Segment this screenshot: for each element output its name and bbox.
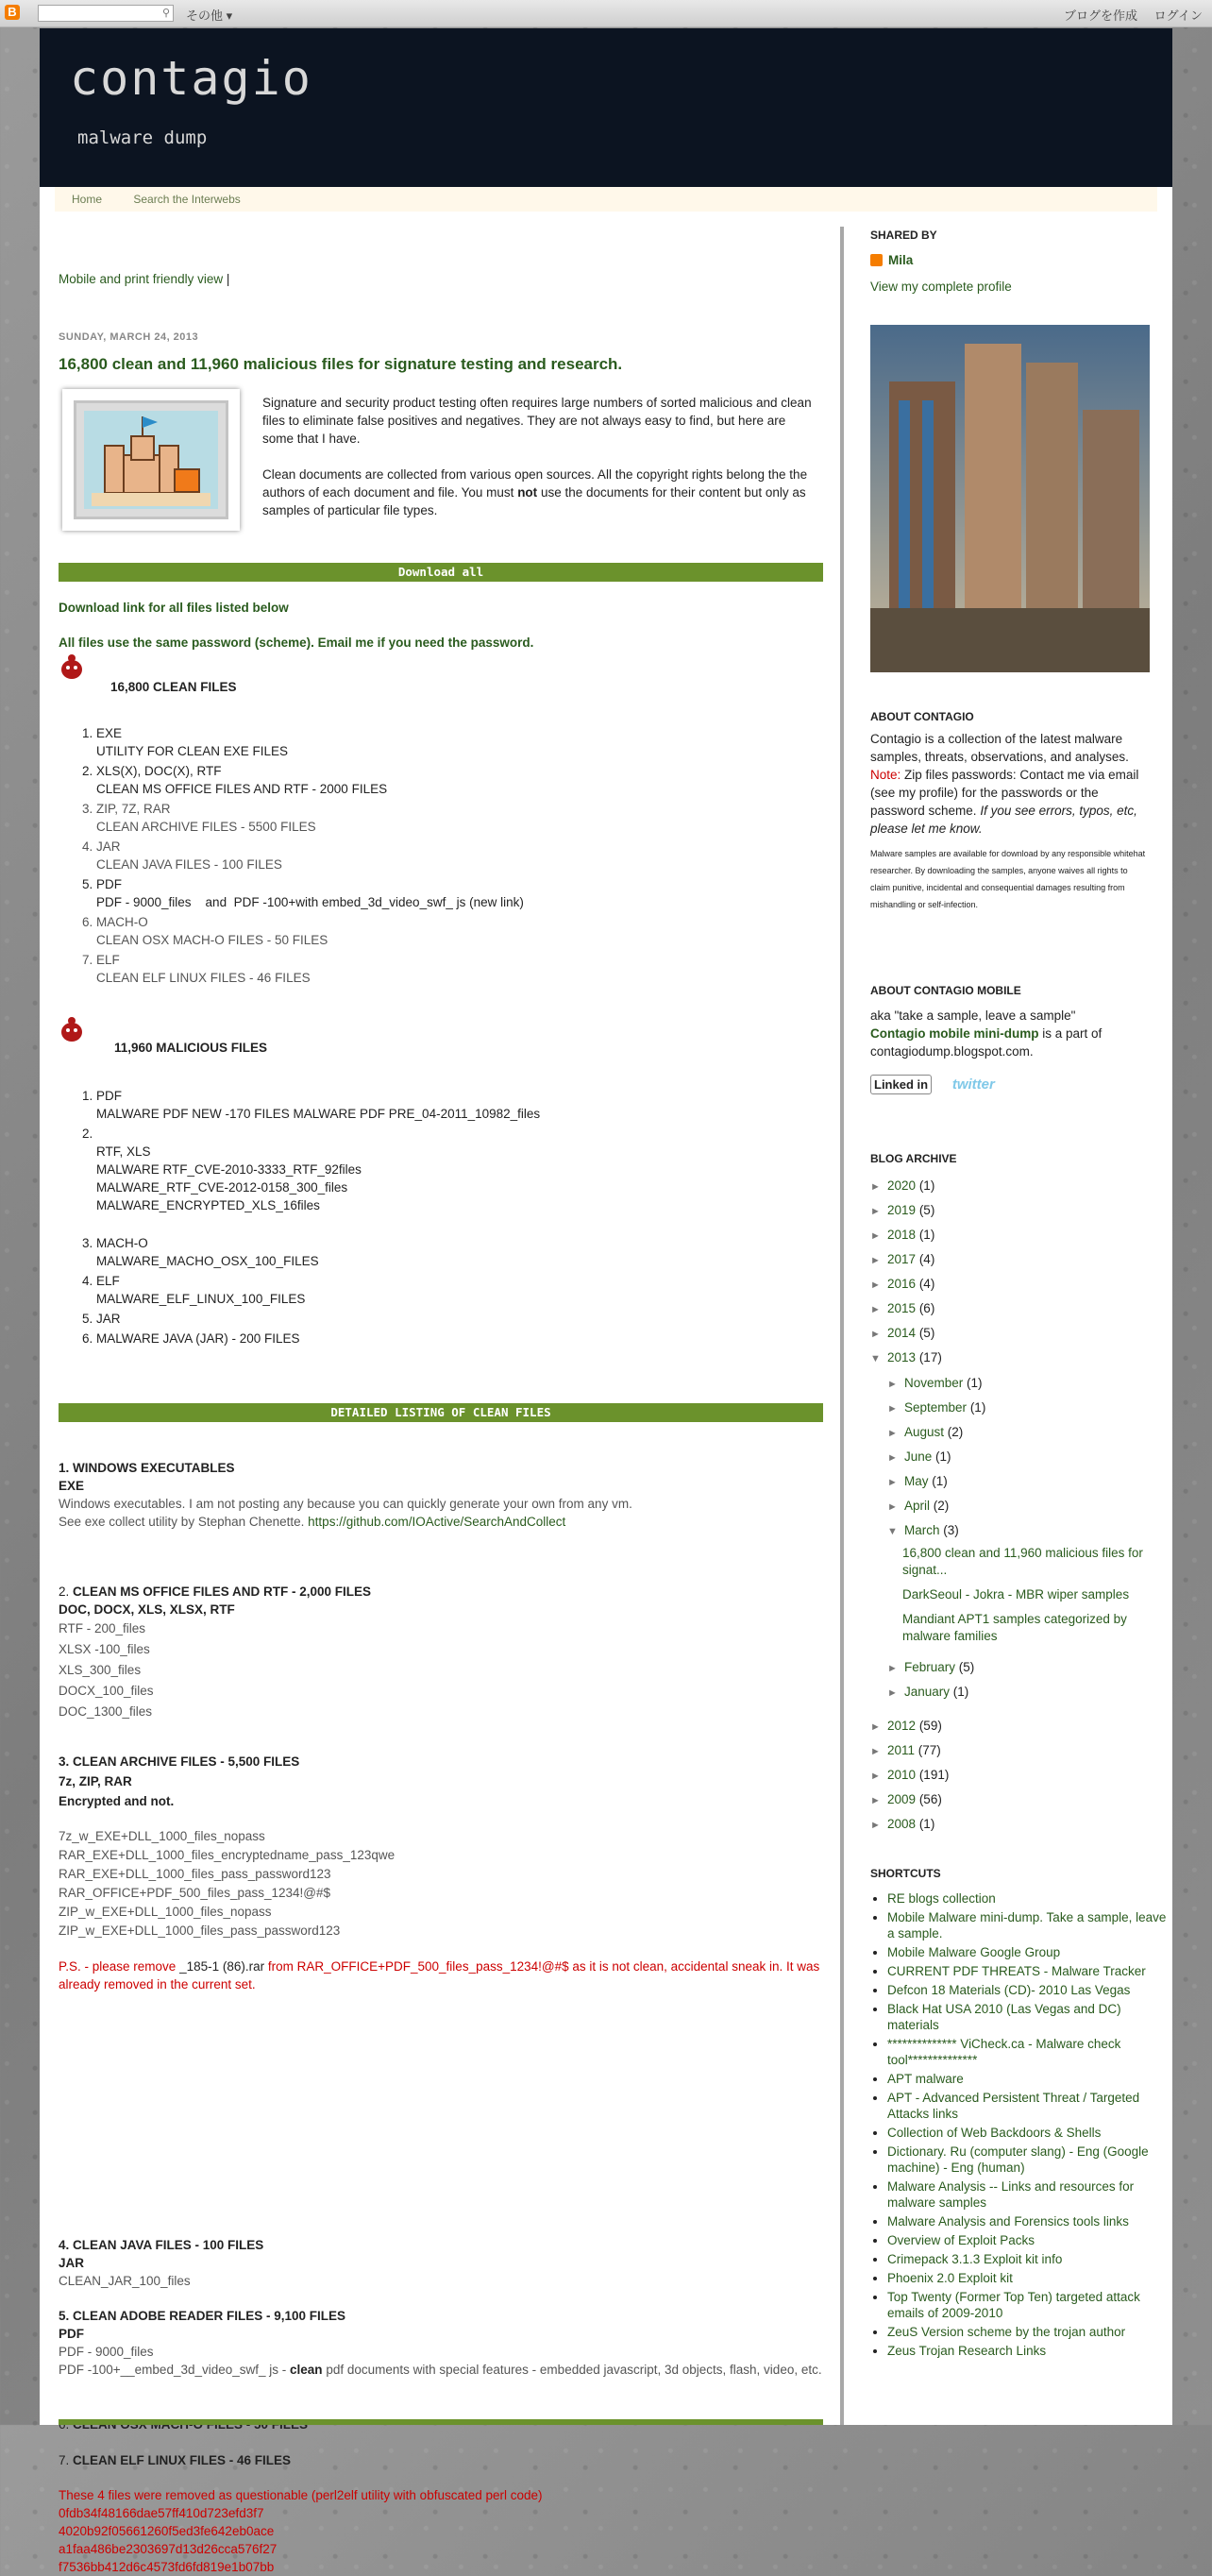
shortcut-item (887, 1963, 1167, 1979)
archive-count: (1) (918, 1228, 935, 1242)
archive-count: (4) (918, 1277, 935, 1291)
expand-icon[interactable]: ► (870, 1746, 881, 1757)
file-item[interactable]: DOC_1300_files (59, 1704, 153, 1719)
clean-item-archive (96, 800, 814, 836)
file-item[interactable]: RTF - 200_files (59, 1621, 146, 1635)
mal-item-type: RTF, XLS (96, 1144, 151, 1159)
about-paragraph: Contagio is a collection of the latest malware samples, threats, observations, and analyses. (870, 732, 1129, 764)
archive-count: (1) (918, 1178, 935, 1193)
archive-count: (2) (947, 1425, 964, 1439)
blogger-navbar (0, 0, 1212, 27)
section-subheading: EXE (59, 1479, 85, 1493)
archive-count: (77) (917, 1743, 941, 1757)
shortcut-link[interactable]: Zeus Trojan Research Links (887, 2344, 1047, 2358)
archive-year[interactable] (870, 1717, 942, 1737)
shortcut-link[interactable]: Top Twenty (Former Top Ten) targeted attack emails of 2009-2010 (887, 2290, 1140, 2320)
shortcut-link[interactable]: Phoenix 2.0 Exploit kit (887, 2271, 1013, 2285)
archive-count: (5) (918, 1326, 935, 1340)
mobile-view (59, 270, 229, 288)
section-num: 7. (59, 2453, 74, 2467)
shortcut-link[interactable]: APT malware (887, 2072, 964, 2086)
page-tabs (55, 187, 1157, 212)
ps-note (59, 1957, 823, 1993)
section-java (59, 2236, 823, 2290)
create-blog-link[interactable]: ブログを作成 (1064, 8, 1138, 23)
archive-year-link[interactable]: 2019 (887, 1203, 917, 1217)
mal-item-pdf (96, 1087, 814, 1123)
archive-year-link[interactable]: 2016 (887, 1277, 917, 1291)
archive-year-link[interactable]: 2014 (887, 1326, 917, 1340)
expand-icon[interactable]: ► (870, 1329, 881, 1340)
archive-year-link[interactable]: 2020 (887, 1178, 917, 1193)
mal-item-type: JAR (96, 1312, 121, 1326)
expand-icon[interactable]: ► (887, 1452, 898, 1464)
file-item[interactable]: PDF - 9000_files (59, 2345, 154, 2359)
section-ms-office (59, 1583, 823, 1722)
expand-icon[interactable]: ► (887, 1663, 898, 1674)
archive-month-link[interactable]: February (904, 1660, 956, 1674)
shortcut-link[interactable]: ************** ViCheck.ca - Malware check tool************** (887, 2037, 1121, 2067)
hash-item: 4020b92f05661260f5ed3fe642eb0ace (59, 2524, 275, 2538)
archive-month[interactable] (887, 1497, 949, 1517)
expand-icon[interactable]: ► (870, 1181, 881, 1193)
navbar-right-links (1051, 6, 1203, 24)
shortcut-link[interactable]: RE blogs collection (887, 1891, 996, 1906)
archive-title: BLOG ARCHIVE (870, 1152, 957, 1165)
about-note (870, 766, 1150, 838)
archive-post (902, 1586, 1150, 1603)
archive-count: (5) (918, 1203, 935, 1217)
blogger-profile-icon (870, 254, 883, 266)
archive-month-link[interactable]: November (904, 1376, 964, 1390)
shortcut-item (887, 2232, 1167, 2248)
expand-icon[interactable]: ► (870, 1795, 881, 1806)
march-posts (902, 1545, 1150, 1645)
section-num: 2. (59, 1585, 74, 1599)
mobile-view-separator: | (226, 272, 230, 286)
archive-count: (2) (933, 1499, 950, 1513)
archive-count: (1) (967, 1376, 983, 1390)
tab-home[interactable]: Home (72, 193, 103, 206)
image-frame (74, 400, 228, 519)
clean-item-link[interactable]: UTILITY FOR CLEAN EXE FILES (96, 744, 289, 758)
shortcut-item (887, 2036, 1167, 2068)
shortcut-item (887, 2324, 1167, 2340)
section-text (59, 1513, 823, 1531)
section-heading-text: CLEAN MS OFFICE FILES AND RTF - 2,000 FILES (73, 1585, 372, 1599)
blog-header (40, 28, 1172, 187)
file-item[interactable]: RAR_EXE+DLL_1000_files_encryptedname_pass_123qwe (59, 1848, 396, 1862)
clean-item-macho (96, 913, 814, 949)
shortcut-item (887, 2144, 1167, 2176)
author-link[interactable]: Mila (888, 253, 914, 267)
expand-icon[interactable]: ► (870, 1771, 881, 1782)
bottom-green-bar (59, 2419, 823, 2425)
section-subheading: PDF (59, 2327, 84, 2341)
factory-picture (870, 325, 1150, 672)
github-link[interactable]: https://github.com/IOActive/SearchAndCollect (308, 1515, 566, 1529)
section-heading: 4. CLEAN JAVA FILES - 100 FILES (59, 2238, 264, 2252)
expand-icon[interactable]: ► (887, 1403, 898, 1415)
twitter-button[interactable]: twitter (951, 1076, 995, 1093)
archive-year-link[interactable]: 2009 (887, 1792, 917, 1806)
contagio-mobile-link[interactable]: Contagio mobile mini-dump (870, 1026, 1039, 1041)
shortcuts-title: SHORTCUTS (870, 1867, 941, 1880)
section-subheading: JAR (59, 2256, 85, 2270)
archive-month-link[interactable]: September (904, 1400, 968, 1415)
archive-year-link[interactable]: 2015 (887, 1301, 917, 1315)
section-heading: 3. CLEAN ARCHIVE FILES - 5,500 FILES (59, 1754, 300, 1769)
clean-item-link[interactable]: CLEAN OSX MACH-O FILES - 50 FILES (96, 933, 328, 947)
clean-item-link[interactable]: CLEAN ELF LINUX FILES - 46 FILES (96, 971, 311, 985)
tab-search-interwebs[interactable]: Search the Interwebs (133, 193, 241, 206)
shortcut-item (887, 2343, 1167, 2359)
mal-item-link[interactable]: MALWARE_RTF_CVE-2012-0158_300_files (96, 1180, 348, 1195)
archive-count: (1) (935, 1449, 951, 1464)
hash-item: f7536bb412d6c4573fd6fd819e1b07bb (59, 2560, 275, 2574)
archive-month-link[interactable]: May (904, 1474, 929, 1488)
file-item[interactable]: ZIP_w_EXE+DLL_1000_files_pass_password123 (59, 1924, 341, 1938)
section-heading: 5. CLEAN ADOBE READER FILES - 9,100 FILES (59, 2309, 346, 2323)
ps-a: P.S. - please remove (59, 1959, 180, 1974)
archive-month-link[interactable]: April (904, 1499, 931, 1513)
more-menu-button[interactable]: その他 ▾ (186, 8, 233, 23)
archive-post-link[interactable]: Mandiant APT1 samples categorized by malware families (902, 1612, 1127, 1643)
archive-month-link[interactable]: January (904, 1685, 951, 1699)
expand-icon[interactable]: ► (887, 1379, 898, 1390)
archive-count: (17) (918, 1350, 942, 1364)
navbar-search-input[interactable] (38, 5, 174, 22)
shortcut-link[interactable]: Malware Analysis -- Links and resources for malware samples (887, 2179, 1135, 2210)
pdf-item-clean: clean (290, 2363, 323, 2377)
archive-count: (1) (952, 1685, 969, 1699)
archive-month[interactable] (887, 1423, 963, 1443)
mobile-title: ABOUT CONTAGIO MOBILE (870, 984, 1021, 997)
clean-item-pdf (96, 875, 814, 911)
intro-p2-not: not (517, 485, 538, 500)
clean-item-office (96, 762, 814, 798)
malicious-files-heading: 11,960 MALICIOUS FILES (114, 1041, 268, 1055)
expand-icon[interactable]: ► (870, 1280, 881, 1291)
post-title[interactable]: 16,800 clean and 11,960 malicious files for signature testing and research. (59, 355, 623, 373)
expand-icon[interactable]: ► (870, 1230, 881, 1242)
shortcut-item (887, 2270, 1167, 2286)
shortcut-link[interactable]: Defcon 18 Materials (CD)- 2010 Las Vegas (887, 1983, 1131, 1997)
mal-item-type: MACH-O (96, 1236, 148, 1250)
section-pdf (59, 2307, 823, 2379)
archive-year[interactable] (870, 1177, 934, 1196)
shortcut-item (887, 2213, 1167, 2229)
clean-files-list (59, 724, 814, 989)
about-note-text: Zip files passwords: Contact me via email (see my profile) for the passwords or the password scheme. (870, 768, 1139, 818)
file-item[interactable]: RAR_OFFICE+PDF_500_files_pass_1234!@#$ (59, 1886, 330, 1900)
archive-year[interactable] (870, 1250, 934, 1270)
archive-count: (56) (918, 1792, 942, 1806)
file-item[interactable]: CLEAN_JAR_100_files (59, 2274, 191, 2288)
section-text-a: See exe collect utility by Stephan Chenette. (59, 1515, 309, 1529)
expand-icon[interactable]: ► (870, 1206, 881, 1217)
shortcut-item (887, 1944, 1167, 1960)
archive-year[interactable] (870, 1299, 934, 1319)
collapse-icon[interactable]: ▼ (870, 1353, 881, 1364)
password-note: All files use the same password (scheme). Email me if you need the password. (59, 636, 534, 650)
archive-count: (59) (918, 1719, 942, 1733)
blogger-logo-icon[interactable]: B (5, 5, 20, 20)
shortcut-link[interactable]: Malware Analysis and Forensics tools links (887, 2214, 1129, 2229)
archive-year-link[interactable]: 2011 (887, 1743, 916, 1757)
clean-item-exe (96, 724, 814, 760)
clean-item-type: JAR (96, 839, 121, 854)
shortcut-item (887, 1890, 1167, 1907)
archive-year-link[interactable]: 2010 (887, 1768, 917, 1782)
archive-month[interactable] (887, 1374, 983, 1394)
about-disclaimer: Malware samples are available for download by any responsible whitehat researcher. By downloading the samples, anyone waives all rights to claim punitive, incidental and consequential damages resulting from mishandling or self-infection. (870, 849, 1146, 909)
shortcut-item (887, 2001, 1167, 2033)
mal-item-link[interactable]: MALWARE PDF NEW -170 FILES MALWARE PDF PRE_04-2011_10982_files (96, 1107, 541, 1121)
pdf-item-a: PDF -100+__embed_3d_video_swf_ js - (59, 2363, 291, 2377)
shortcut-item (887, 1909, 1167, 1941)
ps-b: _185-1 (86).rar (179, 1959, 268, 1974)
file-item[interactable]: RAR_EXE+DLL_1000_files_pass_password123 (59, 1867, 331, 1881)
mal-item-link[interactable]: MALWARE RTF_CVE-2010-3333_RTF_92files (96, 1162, 362, 1177)
mal-item-jar (96, 1310, 814, 1328)
ps-c: from RAR_OFFICE+PDF_500_files_pass_1234!@#$ as it is not clean, accidental sneak in. It was already removed in the current set. (59, 1959, 820, 1991)
archive-count: (6) (918, 1301, 935, 1315)
hash-item: a1faa486be2303697d13d26cca576f27 (59, 2542, 278, 2556)
mal-item-macho (96, 1234, 814, 1270)
sandcastle-icon (76, 403, 226, 517)
author-row (870, 251, 1150, 269)
clean-files-icon (59, 653, 85, 680)
collapse-icon[interactable]: ▼ (887, 1526, 898, 1537)
archive-month[interactable] (887, 1448, 951, 1467)
search-icon[interactable]: ⚲ (161, 8, 170, 19)
archive-year-link[interactable]: 2013 (887, 1350, 917, 1364)
archive-count: (3) (943, 1523, 959, 1537)
file-item[interactable]: ZIP_w_EXE+DLL_1000_files_nopass (59, 1905, 272, 1919)
shortcut-item (887, 2090, 1167, 2122)
archive-month[interactable] (887, 1683, 968, 1703)
archive-year-expanded[interactable] (870, 1348, 942, 1368)
shortcut-link[interactable]: ZeuS Version scheme by the trojan author (887, 2325, 1126, 2339)
shortcut-link[interactable]: Overview of Exploit Packs (887, 2233, 1035, 2247)
archive-month-link[interactable]: June (904, 1449, 933, 1464)
archive-post-link[interactable]: 16,800 clean and 11,960 malicious files for signat... (902, 1546, 1143, 1577)
mal-item-elf (96, 1272, 814, 1308)
malicious-files-icon (59, 1016, 85, 1042)
blog-title[interactable]: contagio (70, 51, 312, 106)
about-note-label: Note: (870, 768, 901, 782)
archive-post (902, 1545, 1150, 1579)
mal-item-link[interactable]: MALWARE_ENCRYPTED_XLS_16files (96, 1198, 320, 1212)
archive-year[interactable] (870, 1275, 934, 1295)
linkedin-button[interactable]: Linked in (870, 1075, 932, 1094)
section-heading: 1. WINDOWS EXECUTABLES (59, 1461, 235, 1475)
intro-paragraph-1: Signature and security product testing often requires large numbers of sorted malicious and clean files to eliminate false positives and negatives. They are not always easy to find, but here are some that I have. (262, 396, 812, 446)
file-item[interactable]: XLSX -100_files (59, 1642, 150, 1656)
expand-icon[interactable]: ► (870, 1820, 881, 1831)
section-subheading: DOC, DOCX, XLS, XLSX, RTF (59, 1602, 235, 1617)
shortcut-item (887, 2251, 1167, 2267)
section-heading-text: CLEAN ELF LINUX FILES - 46 FILES (73, 2453, 292, 2467)
elf-note: These 4 files were removed as questionable (perl2elf utility with obfuscated perl code) (59, 2488, 543, 2502)
clean-item-elf (96, 951, 814, 987)
clean-item-jar (96, 838, 814, 873)
shortcut-link[interactable]: Mobile Malware mini-dump. Take a sample, leave a sample. (887, 1910, 1167, 1940)
expand-icon[interactable]: ► (887, 1477, 898, 1488)
section-items (59, 1618, 823, 1722)
section-subheading: Encrypted and not. (59, 1794, 175, 1808)
archive-count: (4) (918, 1252, 935, 1266)
section-windows-exe (59, 1459, 823, 1531)
about-title: ABOUT CONTAGIO (870, 710, 974, 723)
archive-year[interactable] (870, 1766, 949, 1786)
detailed-listing-bar: DETAILED LISTING OF CLEAN FILES (59, 1403, 823, 1422)
archive-count: (191) (918, 1768, 950, 1782)
archive-month-link[interactable]: August (904, 1425, 945, 1439)
shortcut-link[interactable]: Black Hat USA 2010 (Las Vegas and DC) materials (887, 2002, 1121, 2032)
archive-year-link[interactable]: 2012 (887, 1719, 917, 1733)
shared-by-title: SHARED BY (870, 229, 937, 242)
shortcuts-list (870, 1890, 1167, 2362)
mal-item-type: PDF (96, 1089, 122, 1103)
shortcut-item (887, 2178, 1167, 2211)
archive-month[interactable] (887, 1472, 948, 1492)
column-separator (840, 227, 844, 2425)
section-items (59, 1827, 823, 1940)
intro-p2-a: Clean documents are collected from various open sources. All the copyright rights belong the the authors of each document and file. You must (262, 467, 808, 500)
about-text (870, 730, 1150, 913)
expand-icon[interactable]: ► (887, 1428, 898, 1439)
archive-year[interactable] (870, 1741, 941, 1761)
archive-year[interactable] (870, 1226, 934, 1246)
hash-item: 0fdb34f48166dae57ff410d723efd3f7 (59, 2506, 264, 2520)
mobile-view-link[interactable]: Mobile and print friendly view (59, 272, 224, 286)
section-heading (59, 1583, 823, 1601)
section-archive (59, 1753, 823, 1993)
shortcut-link[interactable]: Mobile Malware Google Group (887, 1945, 1061, 1959)
expand-icon[interactable]: ► (870, 1721, 881, 1733)
mobile-text-a: aka "take a sample, leave a sample" (870, 1008, 1076, 1023)
file-item[interactable]: XLS_300_files (59, 1663, 142, 1677)
mal-item-link[interactable]: MALWARE_ELF_LINUX_100_FILES (96, 1292, 306, 1306)
shortcut-link[interactable]: Crimepack 3.1.3 Exploit kit info (887, 2252, 1063, 2266)
sandcastle-image[interactable] (62, 389, 240, 531)
expand-icon[interactable]: ► (870, 1304, 881, 1315)
clean-item-type: MACH-O (96, 915, 148, 929)
shortcut-item (887, 1982, 1167, 1998)
clean-item-link[interactable]: CLEAN ARCHIVE FILES - 5500 FILES (96, 820, 316, 834)
shortcut-link[interactable]: Dictionary. Ru (computer slang) - Eng (Google machine) - Eng (human) (887, 2144, 1149, 2175)
archive-post (902, 1611, 1150, 1645)
login-link[interactable]: ログイン (1153, 8, 1203, 23)
clean-item-type: ELF (96, 953, 120, 967)
shortcut-item (887, 2071, 1167, 2087)
archive-year[interactable] (870, 1790, 942, 1810)
mal-item-type: ELF (96, 1274, 120, 1288)
mobile-text-b: is a part of contagiodump.blogspot.com. (870, 1026, 1103, 1059)
post-intro (262, 394, 819, 537)
archive-count: (1) (969, 1400, 986, 1415)
archive-year-link[interactable]: 2008 (887, 1817, 917, 1831)
archive-year[interactable] (870, 1324, 934, 1344)
archive-year[interactable] (870, 1815, 934, 1835)
file-item[interactable] (59, 2361, 823, 2379)
malicious-files-list (59, 1087, 814, 1349)
expand-icon[interactable]: ► (887, 1687, 898, 1699)
clean-item-link[interactable]: PDF - 9000_files and PDF -100+with embed_3d_video_swf_ js (new link) (96, 895, 524, 909)
pdf-item-c: pdf documents with special features - embedded javascript, 3d objects, flash, video, etc. (322, 2363, 822, 2377)
archive-post-link[interactable]: DarkSeoul - Jokra - MBR wiper samples (902, 1587, 1130, 1602)
archive-year[interactable] (870, 1201, 934, 1221)
mal-item-rtf (96, 1125, 814, 1232)
archive-count: (5) (958, 1660, 975, 1674)
profile-link-row (870, 278, 1150, 296)
archive-month[interactable] (887, 1398, 985, 1418)
blog-description: malware dump (77, 127, 208, 148)
mal-item-link[interactable]: MALWARE_MACHO_OSX_100_FILES (96, 1254, 319, 1268)
file-item[interactable]: 7z_w_EXE+DLL_1000_files_nopass (59, 1829, 265, 1843)
mal-item-link[interactable]: MALWARE JAVA (JAR) - 200 FILES (96, 1331, 300, 1346)
clean-item-link[interactable]: CLEAN MS OFFICE FILES AND RTF - 2000 FILES (96, 782, 388, 796)
shortcut-item (887, 2125, 1167, 2141)
archive-year-link[interactable]: 2017 (887, 1252, 917, 1266)
section-elf (59, 2451, 823, 2576)
clean-item-link[interactable]: CLEAN JAVA FILES - 100 FILES (96, 857, 282, 872)
shortcut-item (887, 2289, 1167, 2321)
shortcut-link[interactable]: Collection of Web Backdoors & Shells (887, 2126, 1102, 2140)
section-heading (59, 2451, 823, 2469)
intro-p2-c: use the documents for their content but only as samples of particular file types. (262, 485, 806, 517)
expand-icon[interactable]: ► (887, 1501, 898, 1513)
archive-count: (1) (932, 1474, 948, 1488)
factory-image[interactable] (870, 325, 1150, 672)
download-all-button[interactable]: Download all (59, 563, 823, 582)
intro-paragraph-2 (262, 466, 819, 519)
section-text: Windows executables. I am not posting any because you can quickly generate your own from any vm. (59, 1497, 632, 1511)
clean-item-type: ZIP, 7Z, RAR (96, 802, 171, 816)
complete-profile-link[interactable]: View my complete profile (870, 280, 1012, 294)
shortcut-link[interactable]: CURRENT PDF THREATS - Malware Tracker (887, 1964, 1146, 1978)
expand-icon[interactable]: ► (870, 1255, 881, 1266)
archive-year-link[interactable]: 2018 (887, 1228, 917, 1242)
clean-item-type: EXE (96, 726, 123, 740)
mal-item-java (96, 1330, 814, 1347)
about-note-italic: If you see errors, typos, etc, please let me know. (870, 804, 1137, 836)
archive-count: (1) (918, 1817, 935, 1831)
clean-item-type: PDF (96, 877, 122, 891)
clean-files-heading: 16,800 CLEAN FILES (110, 680, 237, 694)
shortcut-link[interactable]: APT - Advanced Persistent Threat / Targeted Attacks links (887, 2091, 1140, 2121)
post-date: SUNDAY, MARCH 24, 2013 (59, 331, 199, 343)
archive-month[interactable] (887, 1658, 974, 1678)
clean-item-type: XLS(X), DOC(X), RTF (96, 764, 222, 778)
social-links (870, 1075, 1150, 1094)
archive-month-link[interactable]: March (904, 1523, 940, 1537)
download-link[interactable]: Download link for all files listed below (59, 601, 289, 615)
file-item[interactable]: DOCX_100_files (59, 1684, 154, 1698)
section-subheading: 7z, ZIP, RAR (59, 1774, 132, 1788)
archive-month-expanded[interactable] (887, 1521, 959, 1541)
mobile-text (870, 1007, 1150, 1060)
